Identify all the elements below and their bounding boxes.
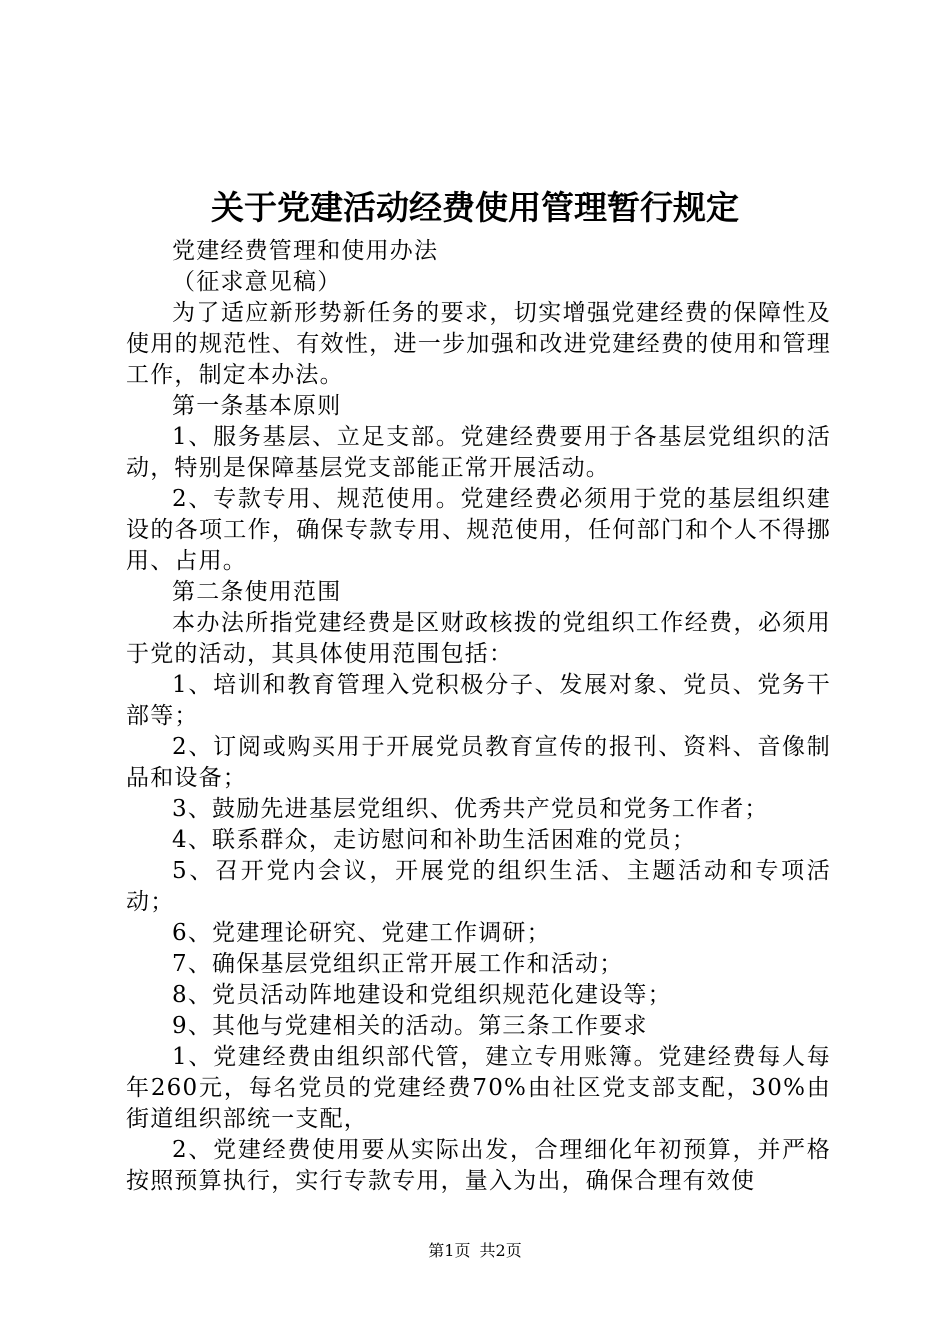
- paragraph-requirement-2: 2、党建经费使用要从实际出发，合理细化年初预算，并严格按照预算执行，实行专款专用，量入为出，确保合理有效使: [126, 1137, 831, 1194]
- document-body: [126, 236, 831, 1197]
- paragraph-scope-6: 6、党建理论研究、党建工作调研；: [172, 920, 551, 946]
- paragraph-principle-1: 1、服务基层、立足支部。党建经费要用于各基层党组织的活动，特别是保障基层党支部能正常开展活动。: [126, 424, 831, 481]
- paragraph-scope-3: 3、鼓励先进基层党组织、优秀共产党员和党务工作者；: [172, 796, 769, 822]
- paragraph-requirement-1: 1、党建经费由组织部代管，建立专用账簿。党建经费每人每年260元，每名党员的党建经费70%由社区党支部支配，30%由街道组织部统一支配，: [126, 1044, 831, 1132]
- paragraph-principle-2: 2、专款专用、规范使用。党建经费必须用于党的基层组织建设的各项工作，确保专款专用、规范使用，任何部门和个人不得挪用、占用。: [126, 486, 831, 574]
- paragraph-article-1-heading: 第一条基本原则: [172, 393, 342, 419]
- paragraph-scope-8: 8、党员活动阵地建设和党组织规范化建设等；: [172, 982, 672, 1008]
- page-number: 第1页: [428, 1241, 471, 1260]
- paragraph-scope-intro: 本办法所指党建经费是区财政核拨的党组织工作经费，必须用于党的活动，其具体使用范围包括：: [126, 610, 831, 667]
- paragraph-scope-7: 7、确保基层党组织正常开展工作和活动；: [172, 951, 624, 977]
- paragraph-subtitle: 党建经费管理和使用办法: [172, 238, 439, 264]
- paragraph-article-2-heading: 第二条使用范围: [172, 579, 342, 605]
- paragraph-scope-9: 9、其他与党建相关的活动。第三条工作要求: [172, 1013, 648, 1039]
- paragraph-scope-5: 5、召开党内会议，开展党的组织生活、主题活动和专项活动；: [126, 858, 831, 915]
- page-total: 共2页: [479, 1241, 522, 1260]
- page-footer: [0, 1240, 950, 1262]
- paragraph-scope-4: 4、联系群众，走访慰问和补助生活困难的党员；: [172, 827, 697, 853]
- document-title: 关于党建活动经费使用管理暂行规定: [211, 188, 739, 227]
- paragraph-intro: 为了适应新形势新任务的要求，切实增强党建经费的保障性及使用的规范性、有效性，进一步加强和改进党建经费的使用和管理工作，制定本办法。: [126, 300, 831, 388]
- paragraph-draft-note: （征求意见稿）: [172, 269, 342, 295]
- paragraph-scope-2: 2、订阅或购买用于开展党员教育宣传的报刊、资料、音像制品和设备；: [126, 734, 831, 791]
- paragraph-scope-1: 1、培训和教育管理入党积极分子、发展对象、党员、党务干部等；: [126, 672, 831, 729]
